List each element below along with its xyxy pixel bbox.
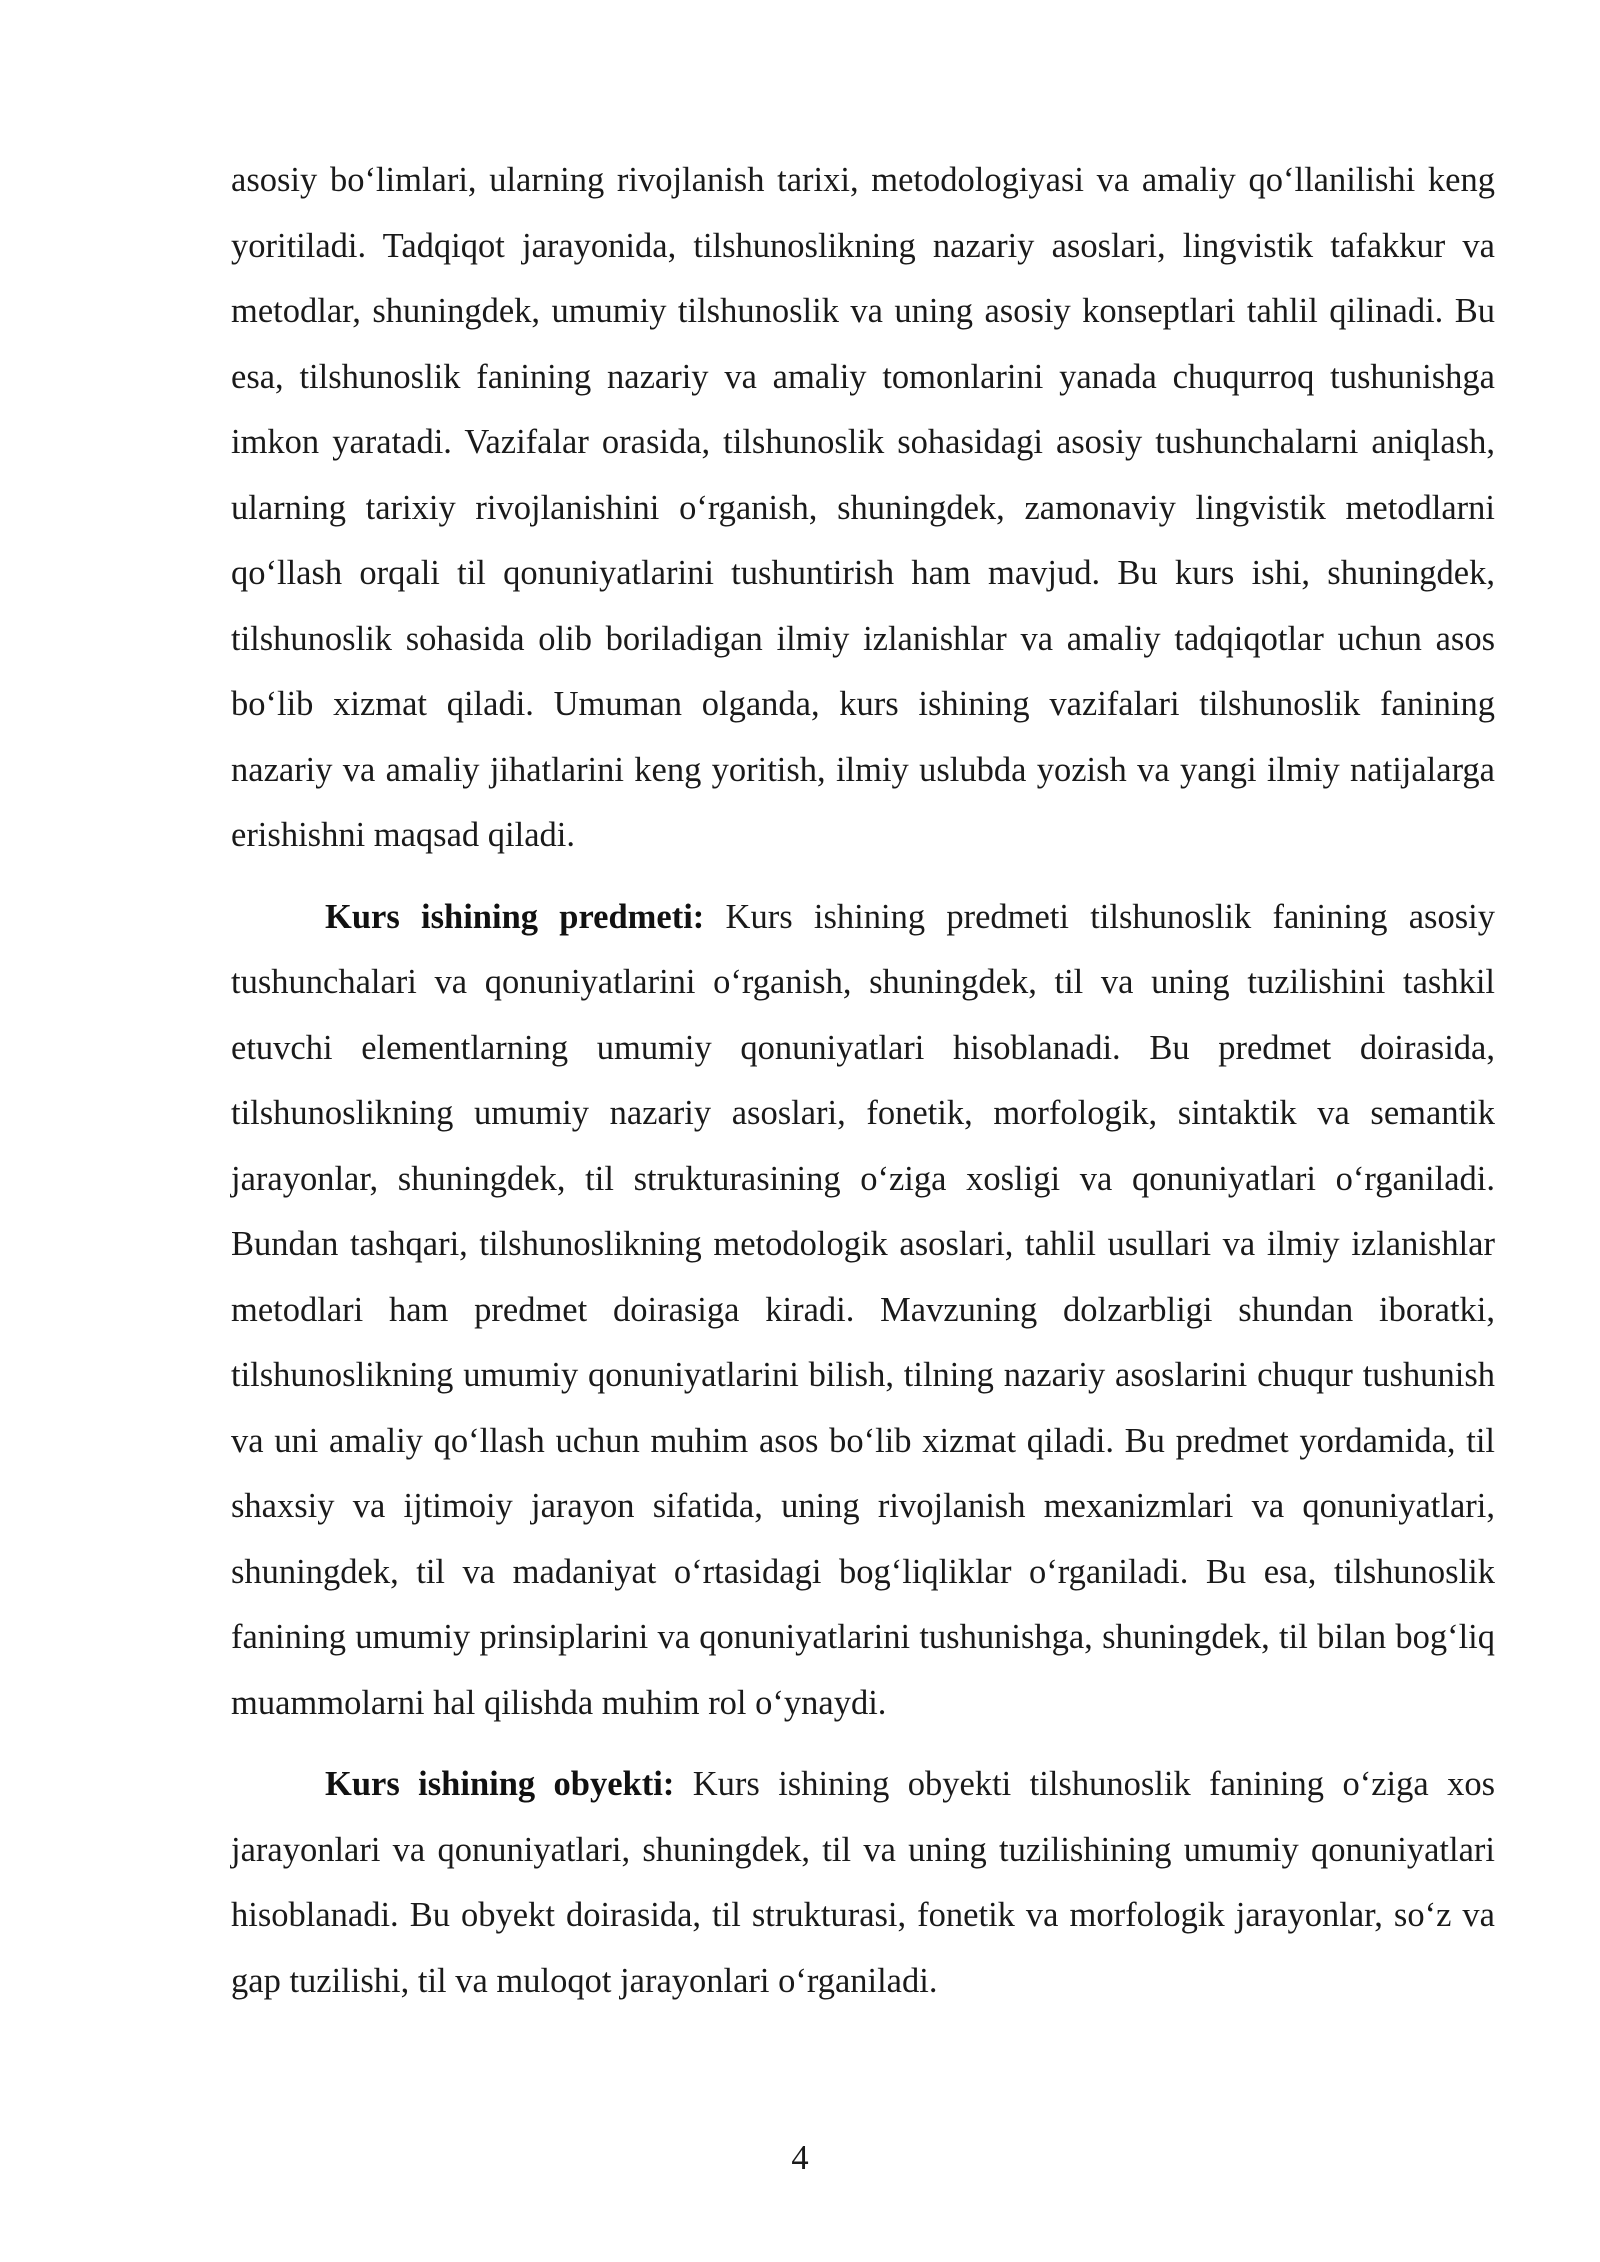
paragraph-heading: Kurs ishining predmeti: bbox=[325, 897, 705, 936]
paragraph-object bbox=[231, 1752, 1495, 2014]
paragraph-subject bbox=[231, 885, 1495, 1737]
paragraph-heading: Kurs ishining obyekti: bbox=[325, 1765, 675, 1803]
paragraph-continuation bbox=[231, 148, 1495, 869]
body-text bbox=[231, 148, 1495, 2014]
paragraph-text: asosiy bo‘limlari, ularning rivojlanish tarixi, metodologiyasi va amaliy qo‘llanilishi keng yoritiladi. Tadqiqot jarayonida, tilshunoslikning nazariy asoslari, lingvistik tafakkur va metodlar, shuningdek, umumiy tilshunoslik va uning asosiy konseptlari tahlil qilinadi. Bu esa, tilshunoslik fanining nazariy va amaliy tomonlarini yanada chuqurroq tushunishga imkon yaratadi. Vazifalar orasida, tilshunoslik sohasidagi asosiy tushunchalarni aniqlash, ularning tarixiy rivojlanishini o‘rganish, shuningdek, zamonaviy lingvistik metodlarni qo‘llash orqali til qonuniyatlarini tushuntirish ham mavjud. Bu kurs ishi, shuningdek, tilshunoslik sohasida olib boriladigan ilmiy izlanishlar va amaliy tadqiqotlar uchun asos bo‘lib xizmat qiladi. Umuman olganda, kurs ishining vazifalari tilshunoslik fanining nazariy va amaliy jihatlarini keng yoritish, ilmiy uslubda yozish va yangi ilmiy natijalarga erishishni maqsad qiladi. bbox=[231, 161, 1495, 854]
paragraph-text: Kurs ishining predmeti tilshunoslik fanining asosiy tushunchalari va qonuniyatlarini o‘rganish, shuningdek, til va uning tuzilishini tashkil etuvchi elementlarning umumiy qonuniyatlari hisoblanadi. Bu predmet doirasida, tilshunoslikning umumiy nazariy asoslari, fonetik, morfologik, sintaktik va semantik jarayonlar, shuningdek, til strukturasining o‘ziga xosligi va qonuniyatlari o‘rganiladi. Bundan tashqari, tilshunoslikning metodologik asoslari, tahlil usullari va ilmiy izlanishlar metodlari ham predmet doirasiga kiradi. Mavzuning dolzarbligi shundan iboratki, tilshunoslikning umumiy qonuniyatlarini bilish, tilning nazariy asoslarini chuqur tushunish va uni amaliy qo‘llash uchun muhim asos bo‘lib xizmat qiladi. Bu predmet yordamida, til shaxsiy va ijtimoiy jarayon sifatida, uning rivojlanish mexanizmlari va qonuniyatlari, shuningdek, til va madaniyat o‘rtasidagi bog‘liqliklar o‘rganiladi. Bu esa, tilshunoslik fanining umumiy prinsiplarini va qonuniyatlarini tushunishga, shuningdek, til bilan bog‘liq muammolarni hal qilishda muhim rol o‘ynaydi. bbox=[231, 897, 1495, 1722]
paragraph-text: Kurs ishining obyekti tilshunoslik fanining o‘ziga xos jarayonlari va qonuniyatlari, shuningdek, til va uning tuzilishining umumiy qonuniyatlari hisoblanadi. Bu obyekt doirasida, til strukturasi, fonetik va morfologik jarayonlar, so‘z va gap tuzilishi, til va muloqot jarayonlari o‘rganiladi. bbox=[231, 1765, 1495, 2000]
page-number: 4 bbox=[791, 2139, 809, 2177]
